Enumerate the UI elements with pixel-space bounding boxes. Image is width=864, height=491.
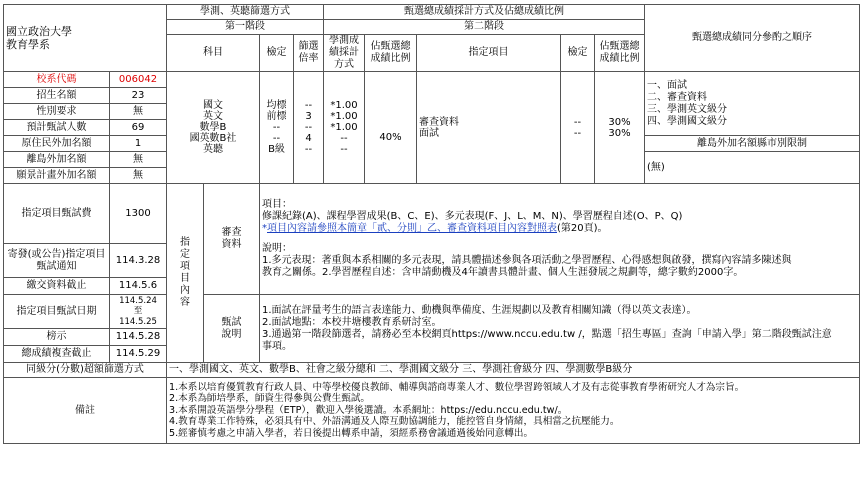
exam-label-line: 說明 [221, 328, 242, 340]
submit-deadline-value: 114.5.6 [110, 278, 167, 295]
exam-note-1: 1.面試在評量考生的語言表達能力、動機與準備度、生涯規劃以及教育相關知識（得以英文表達）。 [262, 304, 697, 316]
review-deadline-label: 總成績複查截止 [4, 346, 110, 363]
multiplier-item: -- [304, 100, 313, 111]
check-item: 前標 [266, 111, 287, 122]
exam-date-to: 至 [133, 306, 143, 317]
review-items-title: 項目： [262, 199, 292, 210]
review-label-line: 資料 [221, 239, 242, 250]
scoring-title: 甄選總成績採計方式及佔總成績比例 [324, 5, 645, 20]
notify-label: 寄發(或公告)指定項目甄試通知 [4, 244, 110, 278]
tiebreak-item: 三、學測英文級分 [647, 103, 727, 115]
designated-vertical-label [167, 184, 204, 363]
exam-note-2: 2.面試地點：本校井塘樓教育系研討室。 [262, 316, 442, 328]
multiplier-item: 3 [305, 111, 312, 122]
stage1-subjects [167, 72, 260, 184]
note-line: 4.教育專業工作特殊，必須具有中、外語溝通及人際互動協調能力，能控管自身情緒，具相當之抗壓能力。 [169, 416, 620, 428]
stage2-ratios [595, 72, 645, 184]
review-link-line [262, 223, 857, 235]
vchar: 定 [180, 249, 190, 260]
review-items: 修課紀錄(A)、課程學習成果(B、C、E)、多元表現(F、J、L、M、N)、學習歷程自述(O、P、Q) [262, 211, 683, 222]
island-label: 離島外加名額 [4, 152, 110, 168]
tiebreak-item: 四、學測國文級分 [647, 115, 727, 127]
review-content [260, 184, 860, 295]
note-line: 1.本系以培育優質教育行政人員、中等學校優良教師、輔導與諮商專業人才、數位學習跨領域人才及有志從事教育學術研究人才為宗旨。 [169, 381, 745, 393]
school-cell [4, 5, 167, 72]
vision-value: 無 [110, 168, 167, 184]
stage2-items [417, 72, 561, 184]
vision-label: 願景計畫外加名額 [4, 168, 110, 184]
subject-item: 英聽 [203, 144, 223, 155]
stage2-checks [561, 72, 595, 184]
review-desc-2: 教育之關係。2.學習歷程自述：含申請動機及4年讀書具體計畫、個人生涯發展之規劃等，總字數約2000字。 [262, 267, 744, 278]
exam-date-value [110, 295, 167, 329]
designated-item: 面試 [419, 127, 439, 139]
note-line: 3.本系開設英語學分學程（ETP），歡迎入學後選讀。本系網址：https://edu.nccu.edu.tw/。 [169, 404, 568, 416]
multiplier-item: 4 [305, 133, 312, 144]
admission-table [3, 4, 860, 444]
expected-label: 預計甄試人數 [4, 120, 110, 136]
exam-label [204, 295, 260, 363]
vchar: 指 [180, 237, 190, 248]
submit-deadline-label: 繳交資料截止 [4, 278, 110, 295]
check-header: 檢定 [260, 35, 294, 72]
ratio1-header: 佔甄選總成績比例 [365, 35, 417, 72]
review-desc-title: 說明： [262, 243, 292, 254]
stage1-header: 第一階段 [167, 20, 324, 35]
announce-value: 114.5.28 [110, 329, 167, 346]
multiplier-item: -- [304, 122, 313, 133]
notes-content [167, 378, 860, 444]
expected-value: 69 [110, 120, 167, 136]
dept-code-label: 校系代碼 [4, 72, 110, 88]
exam-date-start: 114.5.24 [119, 296, 157, 307]
exam-date-end: 114.5.25 [119, 316, 157, 327]
check-item: -- [272, 122, 281, 133]
method-item: *1.00 [330, 111, 358, 122]
multiplier-item: -- [304, 144, 313, 155]
review-label-line: 審查 [221, 227, 242, 238]
indigenous-value: 1 [110, 136, 167, 152]
order-title: 甄選總成績同分參酌之順序 [645, 5, 860, 72]
ratio2-item: 30% [608, 116, 631, 128]
dept-code-value: 006042 [110, 72, 167, 88]
vchar: 內 [180, 285, 190, 296]
review-link[interactable]: 項目內容請參照本簡章「貳、分則」乙、審查資料項目內容對照表 [267, 223, 557, 234]
method-item: -- [340, 133, 348, 144]
notes-label: 備註 [4, 378, 167, 444]
method-item: -- [340, 144, 348, 155]
exam-content [260, 295, 860, 363]
note-line: 2.本系為師培學系，師資生得參與公費生甄試。 [169, 393, 371, 405]
subject-header: 科目 [167, 35, 260, 72]
same-score-label: 同級分(分數)超額篩選方式 [4, 363, 167, 378]
method-header: 學測成績採計方式 [324, 35, 365, 72]
review-link-tail: (第20頁)。 [557, 223, 608, 234]
quota-value: 23 [110, 88, 167, 104]
ratio2-item: 30% [608, 127, 631, 139]
notify-value: 114.3.28 [110, 244, 167, 278]
subject-item: 國英數B社 [189, 133, 237, 144]
stage2-ratio1: 40% [365, 72, 417, 184]
check2-header: 檢定 [561, 35, 595, 72]
designated-item: 審查資料 [419, 116, 459, 128]
exam-note-3: 3.通過第一階段篩選者，請務必至本校網頁https://www.nccu.edu.tw /，點選「招生專區」查詢「申請入學」第二階段甄試注意 [262, 328, 832, 340]
check2-item: -- [573, 127, 582, 139]
gender-label: 性別要求 [4, 104, 110, 120]
review-deadline-value: 114.5.29 [110, 346, 167, 363]
check-item: B級 [268, 144, 285, 155]
multiplier-header: 篩選倍率 [294, 35, 324, 72]
xuece-header: 學測、英聽篩選方式 [167, 5, 324, 20]
announce-label: 榜示 [4, 329, 110, 346]
check-item: -- [272, 133, 281, 144]
island-restriction: (無) [645, 152, 860, 184]
fee-value: 1300 [110, 184, 167, 244]
check-item: 均標 [266, 100, 287, 111]
subject-item: 國文 [203, 100, 223, 111]
note-line: 5.經審慎考慮之申請入學者，若日後提出轉系申請，須經系務會議通過後始同意轉出。 [169, 427, 534, 439]
tiebreak-item: 一、面試 [647, 79, 687, 91]
method-item: *1.00 [330, 122, 358, 133]
exam-date-label: 指定項目甄試日期 [4, 295, 110, 329]
tiebreak-item: 二、審查資料 [647, 91, 707, 103]
indigenous-label: 原住民外加名額 [4, 136, 110, 152]
method-item: *1.00 [330, 100, 358, 111]
vchar: 項 [180, 261, 190, 272]
exam-label-line: 甄試 [221, 316, 242, 328]
quota-label: 招生名額 [4, 88, 110, 104]
designated-header: 指定項目 [417, 35, 561, 72]
vchar: 目 [180, 273, 190, 284]
check2-item: -- [573, 116, 582, 128]
gender-value: 無 [110, 104, 167, 120]
review-desc-1: 1.多元表現：著重與本系相關的多元表現，請具體描述參與各項活動之學習歷程、心得感想與啟發，撰寫內容請多陳述與 [262, 255, 792, 266]
dept-name: 教育學系 [6, 38, 50, 51]
subject-item: 英文 [203, 111, 223, 122]
review-label [204, 184, 260, 295]
review-link-star: * [262, 223, 267, 234]
stage1-multipliers [294, 72, 324, 184]
exam-note-3b: 事項。 [262, 340, 292, 352]
stage2-header: 第二階段 [324, 20, 645, 35]
same-score-value: 一、學測國文、英文、數學B、社會之級分總和 二、學測國文級分 三、學測社會級分 四、學測數學B級分 [167, 363, 860, 378]
island-header: 離島外加名額縣市別限制 [645, 136, 860, 152]
island-value: 無 [110, 152, 167, 168]
tiebreak-list [645, 72, 860, 136]
stage1-checks [260, 72, 294, 184]
ratio2-header: 佔甄選總成績比例 [595, 35, 645, 72]
stage2-methods [324, 72, 365, 184]
fee-label: 指定項目甄試費 [4, 184, 110, 244]
school-name: 國立政治大學 [6, 24, 72, 38]
subject-item: 數學B [199, 122, 227, 133]
vchar: 容 [180, 297, 190, 308]
